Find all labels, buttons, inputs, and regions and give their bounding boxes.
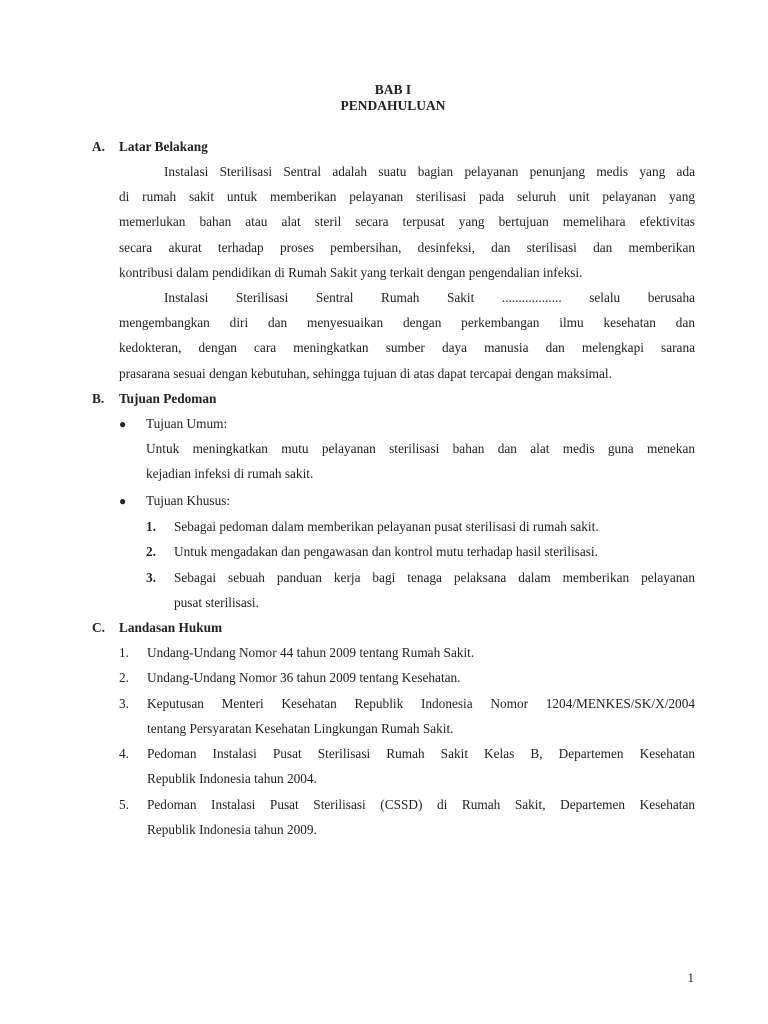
paragraph-line: kedokteran, dengan cara meningkatkan sumber daya manusia dan melengkapi sarana <box>119 340 695 356</box>
section-title: Tujuan Pedoman <box>119 391 217 406</box>
section-heading-c <box>92 615 222 640</box>
paragraph-line: kejadian infeksi di rumah sakit. <box>146 466 314 482</box>
list-number: 2. <box>119 670 129 685</box>
section-title: Latar Belakang <box>119 139 208 154</box>
list-line: pusat sterilisasi. <box>174 595 259 611</box>
list-item <box>119 792 695 842</box>
paragraph-line: prasarana sesuai dengan kebutuhan, sehingga tujuan di atas dapat tercapai dengan maksimal. <box>119 365 612 381</box>
list-number: 3. <box>119 696 129 711</box>
list-item <box>146 514 695 539</box>
list-line: Undang-Undang Nomor 44 tahun 2009 tentang Rumah Sakit. <box>147 645 475 660</box>
paragraph-line: kontribusi dalam pendidikan di Rumah Sakit yang terkait dengan pengendalian infeksi. <box>119 264 583 280</box>
list-number: 1. <box>119 645 129 660</box>
list-line: Undang-Undang Nomor 36 tahun 2009 tentang Kesehatan. <box>147 670 461 685</box>
list-item <box>146 539 695 564</box>
list-number: 2. <box>146 544 156 559</box>
paragraph-line: memerlukan bahan atau alat steril secara terpusat yang bertujuan memelihara efektivitas <box>119 214 695 230</box>
section-title: Landasan Hukum <box>119 620 223 635</box>
list-line: Sebagai pedoman dalam memberikan pelayanan pusat sterilisasi di rumah sakit. <box>174 519 599 534</box>
paragraph-line: secara akurat terhadap proses pembersihan, desinfeksi, dan sterilisasi dan memberikan <box>119 239 695 255</box>
paragraph-line: Instalasi Sterilisasi Sentral adalah suatu bagian pelayanan penunjang medis yang ada <box>164 164 695 179</box>
list-line: Untuk mengadakan dan pengawasan dan kontrol mutu terhadap hasil sterilisasi. <box>174 544 598 559</box>
paragraph-latar-belakang-1 <box>119 159 695 285</box>
section-heading-a <box>92 134 208 159</box>
page-number: 1 <box>687 970 694 985</box>
list-line: Pedoman Instalasi Pusat Sterilisasi (CSSD) di Rumah Sakit, Departemen Kesehatan <box>147 797 695 812</box>
section-letter: A. <box>92 139 105 154</box>
bullet-label: Tujuan Khusus: <box>146 493 231 508</box>
bullet-icon: ● <box>119 417 127 431</box>
list-line: Keputusan Menteri Kesehatan Republik Indonesia Nomor 1204/MENKES/SK/X/2004 <box>147 696 695 711</box>
paragraph-line: di rumah sakit untuk memberikan pelayanan sterilisasi pada seluruh unit pelayanan yang <box>119 189 695 205</box>
list-number: 5. <box>119 797 129 812</box>
list-number: 3. <box>146 570 156 585</box>
list-item <box>119 691 695 741</box>
paragraph-line: Untuk meningkatkan mutu pelayanan sterilisasi bahan dan alat medis guna menekan <box>146 441 695 456</box>
paragraph-line: Instalasi Sterilisasi Sentral Rumah Sakit .................. selalu berusaha <box>164 290 695 305</box>
tujuan-umum-text <box>146 436 695 486</box>
bullet-label: Tujuan Umum: <box>146 416 228 431</box>
bullet-icon: ● <box>119 494 127 508</box>
section-heading-b <box>92 386 216 411</box>
bullet-tujuan-umum <box>119 411 227 437</box>
list-line: Republik Indonesia tahun 2004. <box>147 771 317 787</box>
section-letter: B. <box>92 391 105 406</box>
chapter-number: BAB I <box>374 82 412 97</box>
list-item <box>146 565 695 615</box>
paragraph-line: mengembangkan diri dan menyesuaikan dengan perkembangan ilmu kesehatan dan <box>119 315 695 331</box>
list-line: Republik Indonesia tahun 2009. <box>147 822 317 838</box>
list-line: Pedoman Instalasi Pusat Sterilisasi Rumah Sakit Kelas B, Departemen Kesehatan <box>147 746 695 761</box>
list-item <box>119 665 695 690</box>
list-item <box>119 640 695 665</box>
paragraph-latar-belakang-2 <box>119 285 695 386</box>
list-line: Sebagai sebuah panduan kerja bagi tenaga pelaksana dalam memberikan pelayanan <box>174 570 695 585</box>
section-letter: C. <box>92 620 105 635</box>
chapter-title: PENDAHULUAN <box>340 98 446 113</box>
list-number: 1. <box>146 519 156 534</box>
list-line: tentang Persyaratan Kesehatan Lingkungan Rumah Sakit. <box>147 721 454 737</box>
bullet-tujuan-khusus <box>119 488 230 514</box>
list-number: 4. <box>119 746 129 761</box>
list-item <box>119 741 695 791</box>
